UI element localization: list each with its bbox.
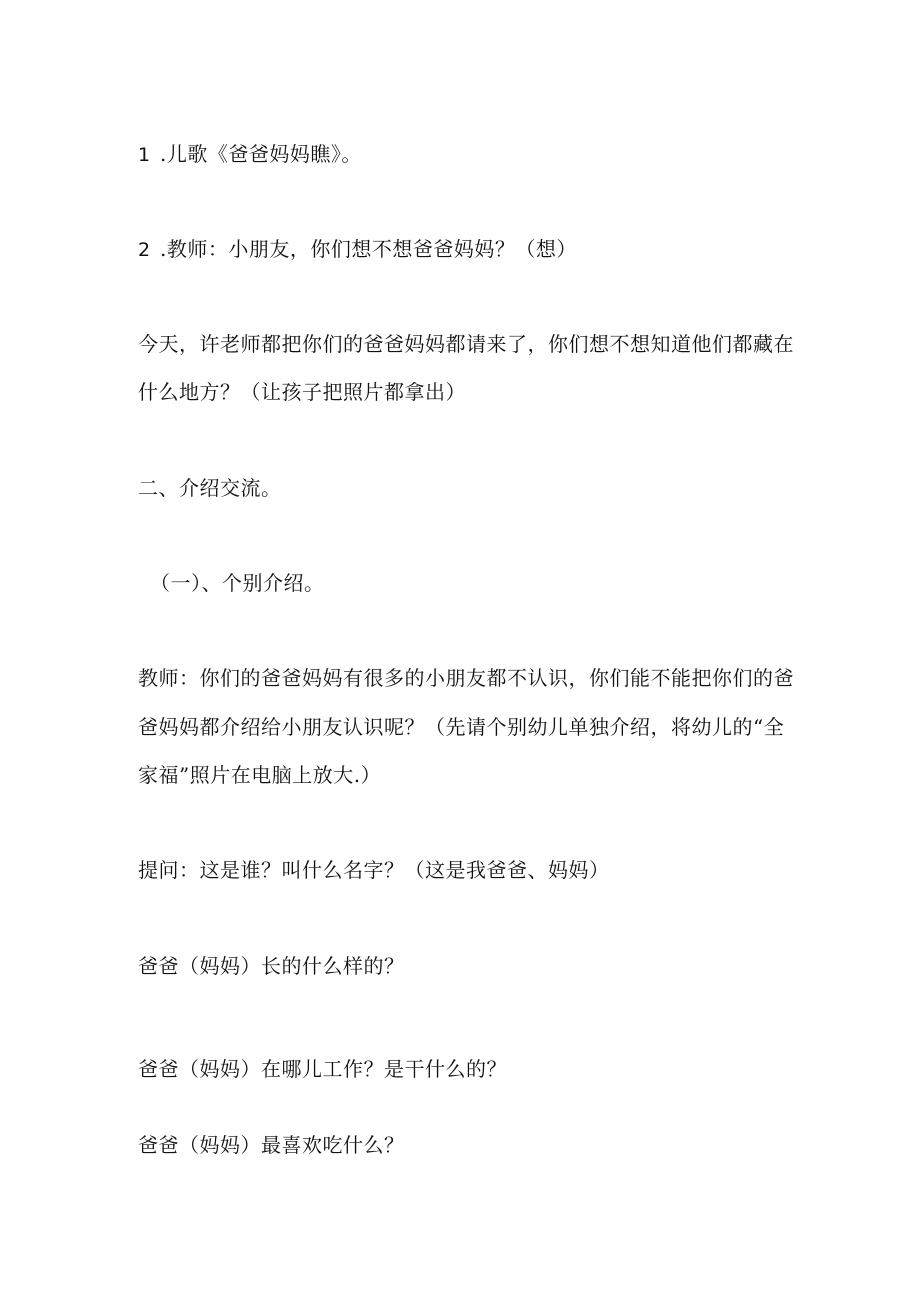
paragraph-line: 爸妈妈都介绍给小朋友认识呢？（先请个别幼儿单独介绍，将幼儿的“全 bbox=[138, 715, 785, 739]
paragraph-line: 什么地方？（让孩子把照片都拿出） bbox=[138, 380, 466, 404]
question-line: 提问：这是谁？叫什么名字？（这是我爸爸、妈妈） bbox=[138, 858, 610, 882]
paragraph-line: 家福”照片在电脑上放大.） bbox=[138, 763, 382, 787]
list-item-text: .教师：小朋友，你们想不想爸爸妈妈？（想） bbox=[160, 237, 577, 261]
list-number: 2 bbox=[138, 239, 151, 261]
list-item-2 bbox=[138, 236, 798, 263]
list-item-text: .儿歌《爸爸妈妈瞧》。 bbox=[160, 142, 362, 166]
section-heading: 二、介绍交流。 bbox=[138, 476, 282, 500]
question-line: 爸爸（妈妈）在哪儿工作？是干什么的？ bbox=[138, 1057, 507, 1081]
subsection-heading: （一）、个别介绍。 bbox=[150, 571, 325, 595]
list-item-1 bbox=[138, 141, 798, 168]
question-line: 爸爸（妈妈）最喜欢吃什么？ bbox=[138, 1133, 405, 1157]
paragraph-line: 教师：你们的爸爸妈妈有很多的小朋友都不认识，你们能不能把你们的爸 bbox=[138, 666, 794, 690]
list-number: 1 bbox=[138, 144, 151, 166]
question-line: 爸爸（妈妈）长的什么样的？ bbox=[138, 954, 405, 978]
paragraph-line: 今天，许老师都把你们的爸爸妈妈都请来了，你们想不想知道他们都藏在 bbox=[138, 332, 794, 356]
